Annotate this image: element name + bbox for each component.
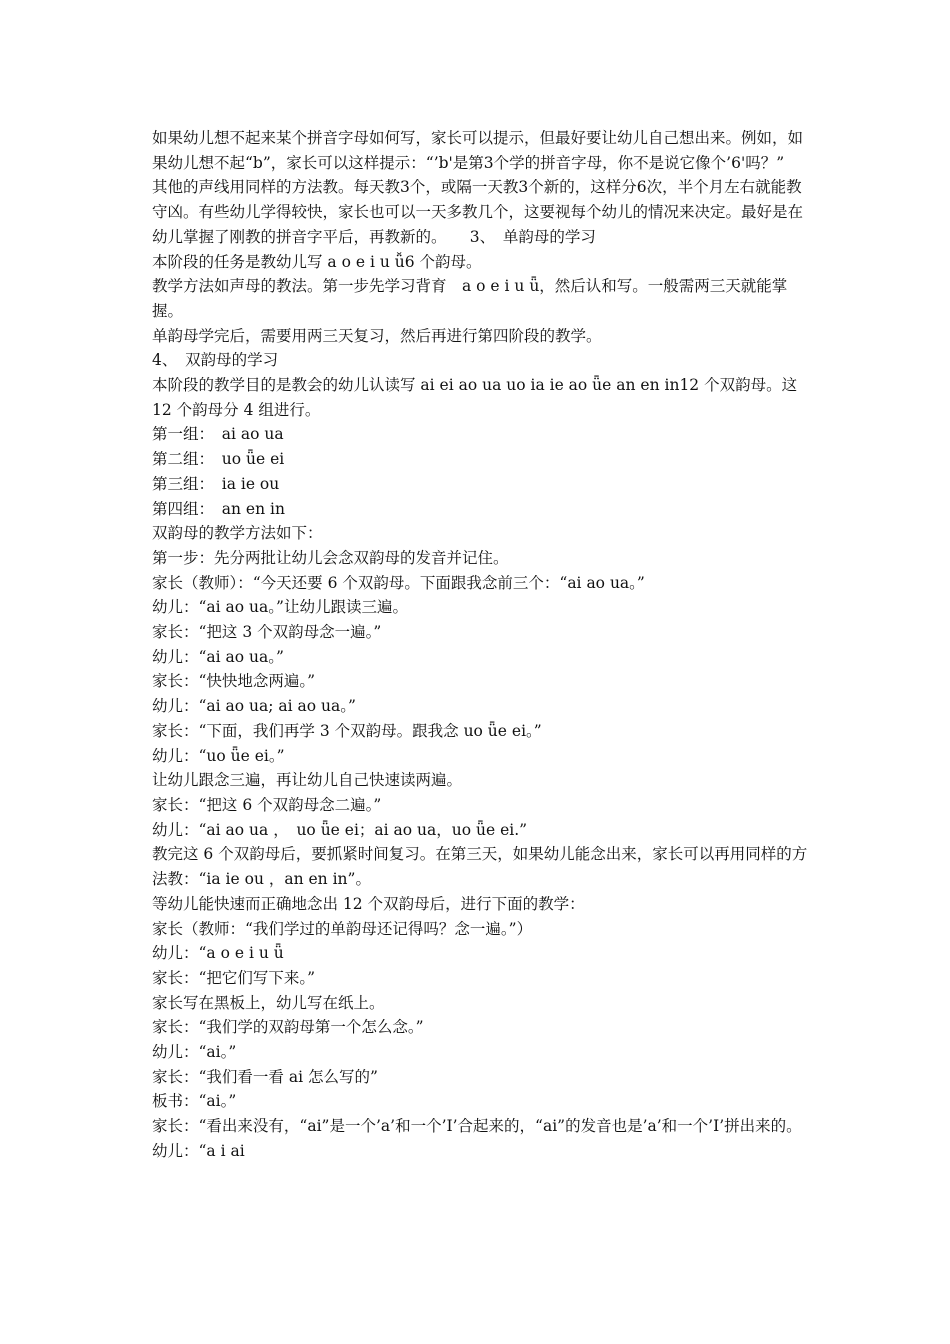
paragraph-instruction: 家长写在黑板上，幼儿写在纸上。 (152, 993, 385, 1012)
paragraph-instruction: 让幼儿跟念三遍，再让幼儿自己快速读两遍。 (152, 771, 463, 790)
dialogue-line: 家长（教师）：“今天还要 6 个双韵母。下面跟我念前三个：“ai ao ua。” (152, 573, 645, 592)
dialogue-line: 家长：“把这 6 个双韵母念二遍。” (152, 795, 382, 814)
group-3: 第三组： ia ie ou (152, 474, 280, 493)
document-body (145, 126, 810, 1164)
dialogue-line: 家长：“我们学的双韵母第一个怎么念。” (152, 1018, 424, 1037)
paragraph-method: 其他的声线用同样的方法教。每天教3个，或隔一天教3个新的，这样分6次，半个月左右就能教守凶。有些幼儿学得较快，家长也可以一天多教几个，这要视每个幼儿的情况来决定。最好是在幼儿掌握了刚教的拼音字平后，再教新的。 3、 单韵母的学习 (152, 178, 804, 246)
dialogue-line: 幼儿：“ai ao ua。” (152, 647, 284, 666)
paragraph-step-1: 第一步：先分两批让幼儿会念双韵母的发音并记住。 (152, 548, 509, 567)
paragraph-teaching: 教学方法如声母的教法。第一步先学习背育 a o e i u ǖ，然后认和写。一般需两三天就能掌握。 (152, 277, 788, 320)
paragraph-methods-intro: 双韵母的教学方法如下： (152, 524, 323, 543)
dialogue-line: 家长：“下面，我们再学 3 个双韵母。跟我念 uo ǖe ei。” (152, 721, 542, 740)
dialogue-line: 幼儿：“uo ǖe ei。” (152, 746, 285, 765)
dialogue-line: 家长：“把它们写下来。” (152, 968, 316, 987)
paragraph-review: 单韵母学完后，需要用两三天复习，然后再进行第四阶段的教学。 (152, 326, 602, 345)
dialogue-line: 幼儿：“ai ao ua; ai ao ua。” (152, 697, 356, 716)
paragraph-task: 本阶段的任务是教幼儿写 a o e i u ǚ6 个韵母。 (152, 252, 482, 271)
dialogue-line: 幼儿：“ai ao ua ， uo ǖe ei；ai ao ua，uo ǖe ei.” (152, 820, 528, 839)
group-1: 第一组： ai ao ua (152, 425, 284, 444)
dialogue-line: 家长：“把这 3 个双韵母念一遍。” (152, 623, 382, 642)
section-heading-double-finals: 4、 双韵母的学习 (152, 351, 279, 370)
dialogue-line: 幼儿：“a i ai (152, 1141, 245, 1160)
group-2: 第二组： uo ǖe ei (152, 450, 285, 469)
dialogue-line: 家长：“快快地念两遍。” (152, 672, 316, 691)
dialogue-line: 家长：“看出来没有，“ai”是一个’a’和一个’I’合起来的，“ai”的发音也是’a’和一个’I’拼出来的。 (152, 1117, 802, 1136)
dialogue-line: 幼儿：“ai ao ua。”让幼儿跟读三遍。 (152, 598, 408, 617)
group-4: 第四组： an en in (152, 499, 285, 518)
dialogue-line: 家长（教师：“我们学过的单韵母还记得吗？念一遍。”） (152, 919, 533, 938)
dialogue-line: 家长：“我们看一看 ai 怎么写的” (152, 1067, 378, 1086)
dialogue-line: 幼儿：“a o e i u ǖ (152, 944, 284, 963)
dialogue-line: 板书：“ai。” (152, 1092, 237, 1111)
paragraph-next-step: 等幼儿能快速而正确地念出 12 个双韵母后，进行下面的教学： (152, 894, 585, 913)
paragraph-goal: 本阶段的教学目的是教会的幼儿认读写 ai ei ao ua uo ia ie ao ǖe an en in12 个双韵母。这 12 个韵母分 4 组进行。 (152, 376, 798, 419)
dialogue-line: 幼儿：“ai。” (152, 1043, 237, 1062)
paragraph-hint: 如果幼儿想不起来某个拼音字母如何写，家长可以提示，但最好要让幼儿自己想出来。例如，如果幼儿想不起“b”，家长可以这样提示：“’b'是第3个学的拼音字母，你不是说它像个’6'吗？” (152, 129, 804, 172)
paragraph-followup: 教完这 6 个双韵母后，要抓紧时间复习。在第三天，如果幼儿能念出来，家长可以再用同样的方法教：“ia ie ou ，an en in”。 (152, 845, 808, 889)
